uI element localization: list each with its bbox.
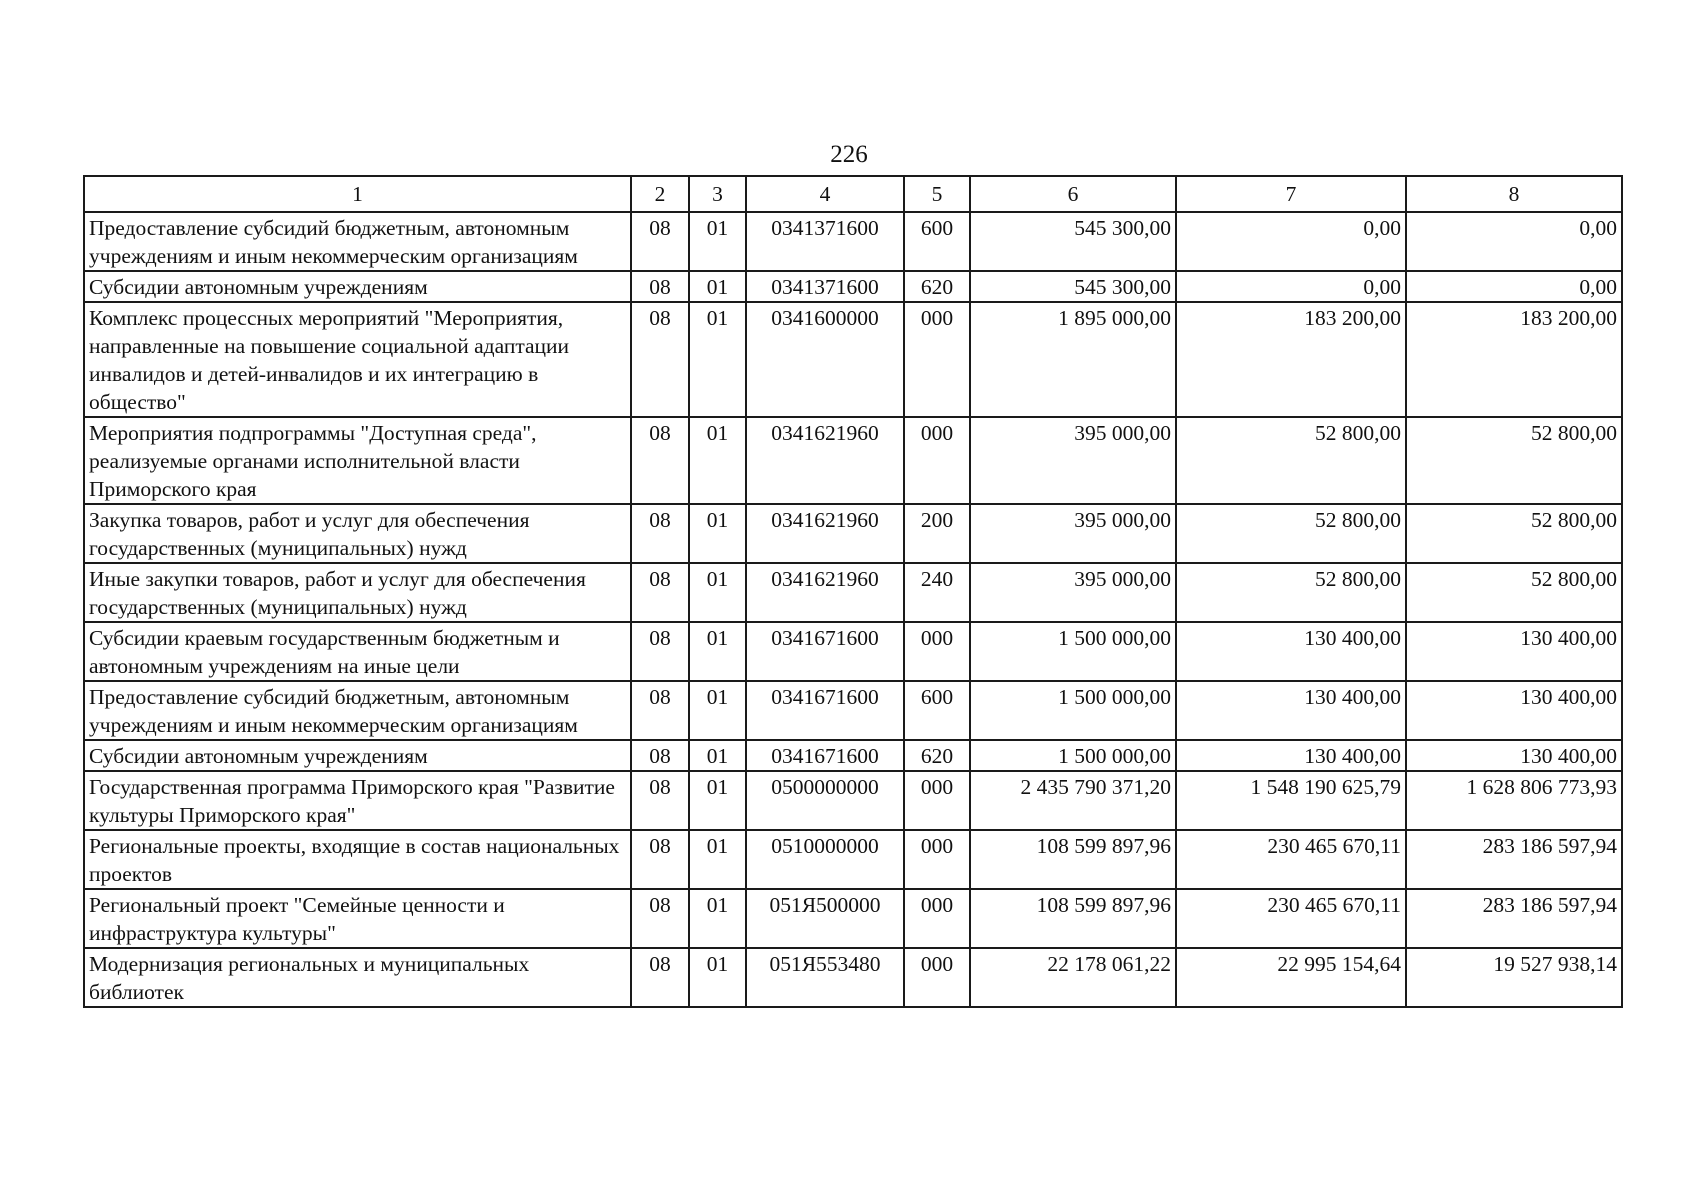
expense-type-cell: 000 xyxy=(904,771,970,830)
subsection-code-cell: 01 xyxy=(689,740,746,771)
column-header-7: 7 xyxy=(1176,176,1406,212)
expense-type-cell: 000 xyxy=(904,417,970,504)
column-header-5: 5 xyxy=(904,176,970,212)
column-header-8: 8 xyxy=(1406,176,1622,212)
section-code-cell: 08 xyxy=(631,681,689,740)
row-name-cell: Региональные проекты, входящие в состав национальных проектов xyxy=(84,830,631,889)
expense-type-cell: 000 xyxy=(904,889,970,948)
amount-col7-cell: 130 400,00 xyxy=(1176,740,1406,771)
section-code-cell: 08 xyxy=(631,948,689,1007)
expense-type-cell: 000 xyxy=(904,622,970,681)
amount-col8-cell: 0,00 xyxy=(1406,212,1622,271)
amount-col6-cell: 395 000,00 xyxy=(970,563,1176,622)
amount-col6-cell: 1 500 000,00 xyxy=(970,681,1176,740)
amount-col8-cell: 0,00 xyxy=(1406,271,1622,302)
target-article-cell: 0341671600 xyxy=(746,622,904,681)
amount-col7-cell: 22 995 154,64 xyxy=(1176,948,1406,1007)
row-name-cell: Иные закупки товаров, работ и услуг для обеспечения государственных (муниципальных) нужд xyxy=(84,563,631,622)
amount-col6-cell: 1 895 000,00 xyxy=(970,302,1176,417)
header-row xyxy=(84,176,1622,212)
amount-col6-cell: 395 000,00 xyxy=(970,504,1176,563)
subsection-code-cell: 01 xyxy=(689,771,746,830)
target-article-cell: 0341621960 xyxy=(746,563,904,622)
subsection-code-cell: 01 xyxy=(689,212,746,271)
section-code-cell: 08 xyxy=(631,889,689,948)
section-code-cell: 08 xyxy=(631,622,689,681)
row-name-cell: Предоставление субсидий бюджетным, автономным учреждениям и иным некоммерческим организациям xyxy=(84,212,631,271)
amount-col6-cell: 108 599 897,96 xyxy=(970,830,1176,889)
amount-col6-cell: 22 178 061,22 xyxy=(970,948,1176,1007)
row-name-cell: Субсидии автономным учреждениям xyxy=(84,271,631,302)
column-header-1: 1 xyxy=(84,176,631,212)
subsection-code-cell: 01 xyxy=(689,563,746,622)
amount-col7-cell: 52 800,00 xyxy=(1176,563,1406,622)
target-article-cell: 0341671600 xyxy=(746,740,904,771)
subsection-code-cell: 01 xyxy=(689,271,746,302)
amount-col7-cell: 230 465 670,11 xyxy=(1176,830,1406,889)
expense-type-cell: 000 xyxy=(904,948,970,1007)
expense-type-cell: 620 xyxy=(904,271,970,302)
section-code-cell: 08 xyxy=(631,504,689,563)
row-name-cell: Комплекс процессных мероприятий "Мероприятия, направленные на повышение социальной адаптации инвалидов и детей-инвалидов и их интеграцию в общество" xyxy=(84,302,631,417)
amount-col8-cell: 130 400,00 xyxy=(1406,681,1622,740)
amount-col7-cell: 52 800,00 xyxy=(1176,504,1406,563)
target-article-cell: 0341371600 xyxy=(746,271,904,302)
amount-col7-cell: 130 400,00 xyxy=(1176,681,1406,740)
table-row xyxy=(84,212,1622,271)
subsection-code-cell: 01 xyxy=(689,830,746,889)
table-row xyxy=(84,830,1622,889)
amount-col6-cell: 545 300,00 xyxy=(970,212,1176,271)
subsection-code-cell: 01 xyxy=(689,622,746,681)
budget-table xyxy=(83,175,1623,1008)
table-row xyxy=(84,417,1622,504)
section-code-cell: 08 xyxy=(631,212,689,271)
subsection-code-cell: 01 xyxy=(689,504,746,563)
row-name-cell: Государственная программа Приморского края "Развитие культуры Приморского края" xyxy=(84,771,631,830)
table-row xyxy=(84,681,1622,740)
table-row xyxy=(84,504,1622,563)
section-code-cell: 08 xyxy=(631,740,689,771)
section-code-cell: 08 xyxy=(631,271,689,302)
section-code-cell: 08 xyxy=(631,771,689,830)
subsection-code-cell: 01 xyxy=(689,417,746,504)
amount-col6-cell: 545 300,00 xyxy=(970,271,1176,302)
amount-col7-cell: 0,00 xyxy=(1176,271,1406,302)
target-article-cell: 0500000000 xyxy=(746,771,904,830)
amount-col7-cell: 183 200,00 xyxy=(1176,302,1406,417)
expense-type-cell: 200 xyxy=(904,504,970,563)
amount-col7-cell: 230 465 670,11 xyxy=(1176,889,1406,948)
section-code-cell: 08 xyxy=(631,302,689,417)
row-name-cell: Субсидии краевым государственным бюджетным и автономным учреждениям на иные цели xyxy=(84,622,631,681)
expense-type-cell: 000 xyxy=(904,830,970,889)
expense-type-cell: 240 xyxy=(904,563,970,622)
table-row xyxy=(84,622,1622,681)
section-code-cell: 08 xyxy=(631,830,689,889)
amount-col8-cell: 19 527 938,14 xyxy=(1406,948,1622,1007)
amount-col6-cell: 2 435 790 371,20 xyxy=(970,771,1176,830)
amount-col8-cell: 183 200,00 xyxy=(1406,302,1622,417)
subsection-code-cell: 01 xyxy=(689,889,746,948)
column-header-6: 6 xyxy=(970,176,1176,212)
amount-col8-cell: 130 400,00 xyxy=(1406,622,1622,681)
amount-col8-cell: 52 800,00 xyxy=(1406,563,1622,622)
amount-col6-cell: 108 599 897,96 xyxy=(970,889,1176,948)
table-row xyxy=(84,889,1622,948)
table-row xyxy=(84,740,1622,771)
table-row xyxy=(84,771,1622,830)
row-name-cell: Региональный проект "Семейные ценности и инфраструктура культуры" xyxy=(84,889,631,948)
target-article-cell: 0341621960 xyxy=(746,417,904,504)
row-name-cell: Субсидии автономным учреждениям xyxy=(84,740,631,771)
expense-type-cell: 620 xyxy=(904,740,970,771)
row-name-cell: Закупка товаров, работ и услуг для обеспечения государственных (муниципальных) нужд xyxy=(84,504,631,563)
row-name-cell: Модернизация региональных и муниципальных библиотек xyxy=(84,948,631,1007)
table-row xyxy=(84,563,1622,622)
amount-col8-cell: 283 186 597,94 xyxy=(1406,889,1622,948)
target-article-cell: 0341671600 xyxy=(746,681,904,740)
subsection-code-cell: 01 xyxy=(689,948,746,1007)
amount-col7-cell: 0,00 xyxy=(1176,212,1406,271)
column-header-4: 4 xyxy=(746,176,904,212)
amount-col7-cell: 130 400,00 xyxy=(1176,622,1406,681)
expense-type-cell: 600 xyxy=(904,212,970,271)
page-number: 226 xyxy=(830,141,868,168)
section-code-cell: 08 xyxy=(631,563,689,622)
amount-col8-cell: 1 628 806 773,93 xyxy=(1406,771,1622,830)
subsection-code-cell: 01 xyxy=(689,681,746,740)
row-name-cell: Предоставление субсидий бюджетным, автономным учреждениям и иным некоммерческим организациям xyxy=(84,681,631,740)
amount-col8-cell: 52 800,00 xyxy=(1406,504,1622,563)
target-article-cell: 051Я500000 xyxy=(746,889,904,948)
expense-type-cell: 000 xyxy=(904,302,970,417)
row-name-cell: Мероприятия подпрограммы "Доступная среда", реализуемые органами исполнительной власти Приморского края xyxy=(84,417,631,504)
expense-type-cell: 600 xyxy=(904,681,970,740)
column-header-2: 2 xyxy=(631,176,689,212)
subsection-code-cell: 01 xyxy=(689,302,746,417)
amount-col8-cell: 130 400,00 xyxy=(1406,740,1622,771)
table-row xyxy=(84,271,1622,302)
amount-col6-cell: 1 500 000,00 xyxy=(970,622,1176,681)
target-article-cell: 0341600000 xyxy=(746,302,904,417)
target-article-cell: 0341621960 xyxy=(746,504,904,563)
amount-col6-cell: 1 500 000,00 xyxy=(970,740,1176,771)
table-row xyxy=(84,302,1622,417)
target-article-cell: 0510000000 xyxy=(746,830,904,889)
amount-col8-cell: 283 186 597,94 xyxy=(1406,830,1622,889)
section-code-cell: 08 xyxy=(631,417,689,504)
amount-col7-cell: 52 800,00 xyxy=(1176,417,1406,504)
column-header-3: 3 xyxy=(689,176,746,212)
amount-col8-cell: 52 800,00 xyxy=(1406,417,1622,504)
table-body xyxy=(84,212,1622,1007)
amount-col6-cell: 395 000,00 xyxy=(970,417,1176,504)
target-article-cell: 0341371600 xyxy=(746,212,904,271)
target-article-cell: 051Я553480 xyxy=(746,948,904,1007)
table-row xyxy=(84,948,1622,1007)
amount-col7-cell: 1 548 190 625,79 xyxy=(1176,771,1406,830)
